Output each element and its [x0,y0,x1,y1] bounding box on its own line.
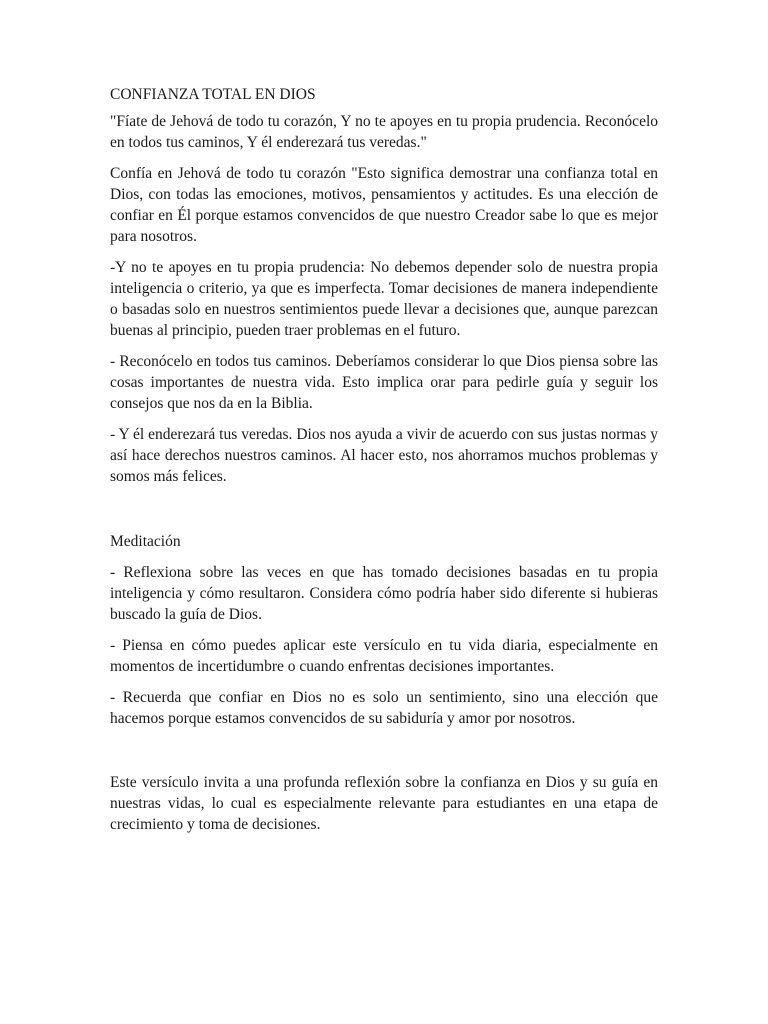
section-spacer [110,497,658,531]
document-page [110,84,658,845]
section-spacer [110,739,658,772]
meditation-heading: Meditación [110,533,181,550]
document-title: CONFIANZA TOTAL EN DIOS [110,86,316,103]
paragraph-prudence: -Y no te apoyes en tu propia prudencia: No debemos depender solo de nuestra propia inteligencia o criterio, ya que es imperfecta. Tomar decisiones de manera independiente o basadas solo en nuestros sentimientos puede llevar a decisiones que, aunque parezcan buenas al principio, pueden traer problemas en el futuro. [110,259,658,339]
paragraph-trust: Confía en Jehová de todo tu corazón "Esto significa demostrar una confianza total en Dios, con todas las emociones, motivos, pensamientos y actitudes. Es una elección de confiar en Él porque estamos convencidos de que nuestro Creador sabe lo que es mejor para nosotros. [110,165,658,245]
meditation-point-remember: - Recuerda que confiar en Dios no es solo un sentimiento, sino una elección que hacemos porque estamos convencidos de su sabiduría y amor por nosotros. [110,689,658,727]
paragraph-paths: - Y él enderezará tus veredas. Dios nos ayuda a vivir de acuerdo con sus justas normas y así hace derechos nuestros caminos. Al hacer esto, nos ahorramos muchos problemas y somos más felices. [110,426,658,485]
meditation-point-reflect: - Reflexiona sobre las veces en que has tomado decisiones basadas en tu propia inteligencia y cómo resultaron. Considera cómo podría haber sido diferente si hubieras buscado la guía de Dios. [110,564,658,623]
verse-quote: "Fíate de Jehová de todo tu corazón, Y no te apoyes en tu propia prudencia. Reconócelo en todos tus caminos, Y él enderezará tus veredas." [110,113,658,151]
meditation-point-apply: - Piensa en cómo puedes aplicar este versículo en tu vida diaria, especialmente en momentos de incertidumbre o cuando enfrentas decisiones importantes. [110,637,658,675]
paragraph-acknowledge: - Reconócelo en todos tus caminos. Deberíamos considerar lo que Dios piensa sobre las cosas importantes de nuestra vida. Esto implica orar para pedirle guía y seguir los consejos que nos da en la Biblia. [110,353,658,412]
conclusion-paragraph: Este versículo invita a una profunda reflexión sobre la confianza en Dios y su guía en nuestras vidas, lo cual es especialmente relevante para estudiantes en una etapa de crecimiento y toma de decisiones. [110,774,658,833]
